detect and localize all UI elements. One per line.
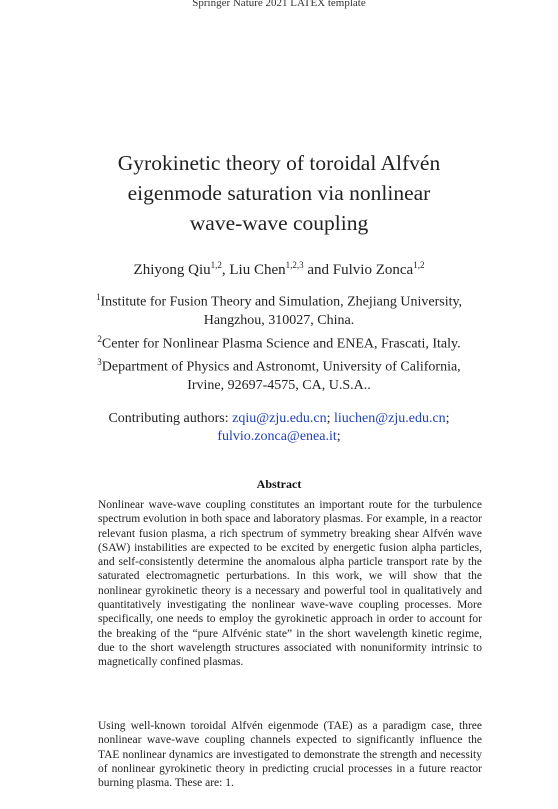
affil-marker: 2	[97, 333, 102, 344]
contributing-authors: Contributing authors: zqiu@zju.edu.cn; liuchen@zju.edu.cn; fulvio.zonca@enea.it;	[108, 411, 450, 444]
title-line: wave-wave coupling	[189, 211, 369, 235]
email-link[interactable]: zqiu@zju.edu.cn	[232, 411, 327, 426]
abstract-heading: Abstract	[256, 477, 302, 491]
title-line: Gyrokinetic theory of toroidal Alfvén	[117, 151, 441, 175]
affiliations	[58, 288, 500, 395]
affil-marker: 1	[95, 292, 101, 302]
abstract-paragraph: Using well-known toroidal Alfvén eigenmode (TAE) as a paradigm case, three nonlinear wave-wave coupling channels expected to significantly influence the TAE nonlinear dynamics are investigated to demonstrate the strength and necessity of nonlinear gyrokinetic theory in predicting crucial processes in a future reactor burning plasma. These are: 1.	[98, 720, 482, 790]
author-name: Fulvio Zonca	[332, 262, 414, 278]
affil-marker: 3	[97, 357, 102, 368]
affiliation-1	[58, 288, 500, 330]
abstract-paragraph: Nonlinear wave-wave coupling constitutes an important route for the turbulence spectrum evolution in both space and laboratory plasmas. For example, in a reactor relevant fusion plasma, a rich spectrum of symmetry breaking shear Alfvén wave (SAW) instabilities are expected to be excited by energetic fusion alpha particles, and self-consistently determine the anomalous alpha particle transport rate by the saturated electromagnetic perturbations. In this work, we will show that the nonlinear gyrokinetic theory is a necessary and powerful tool in qualitatively and quantitatively investigating the nonlinear wave-wave coupling processes. More specifically, one needs to employ the gyrokinetic approach in order to account for the breaking of the “pure Alfvénic state” in the short wavelength kinetic regime, due to the short wavelength structures associated with nonuniformity intrinsic to magnetically confined plasmas.	[98, 499, 482, 669]
author-separator: ,	[221, 262, 230, 278]
email-link[interactable]: liuchen@zju.edu.cn	[334, 411, 446, 426]
author-affil-marker: 1,2	[210, 260, 222, 270]
affil-line: Irvine, 92697-4575, CA, U.S.A..	[187, 377, 371, 393]
affiliation-2	[58, 330, 500, 354]
author-and: and	[303, 262, 333, 278]
paper-title	[60, 148, 498, 238]
affil-line: Department of Physics and Astronomt, University of California,	[101, 359, 461, 375]
affil-line: Center for Nonlinear Plasma Science and ENEA, Frascati, Italy.	[101, 336, 461, 352]
running-header: Springer Nature 2021 LATEX template	[192, 0, 366, 9]
author-list	[40, 260, 518, 279]
author-affil-marker: 1,2,3	[285, 260, 304, 270]
affil-line: Institute for Fusion Theory and Simulation, Zhejiang University,	[100, 294, 463, 310]
affiliation-3	[58, 353, 500, 395]
author-name: Zhiyong Qiu	[133, 262, 211, 278]
author-name: Liu Chen	[229, 262, 286, 278]
contributing-label: Contributing authors:	[108, 411, 229, 426]
author-affil-marker: 1,2	[413, 260, 425, 270]
affil-line: Hangzhou, 310027, China.	[203, 312, 355, 328]
title-line: eigenmode saturation via nonlinear	[127, 181, 431, 205]
email-link[interactable]: fulvio.zonca@enea.it	[217, 429, 337, 444]
